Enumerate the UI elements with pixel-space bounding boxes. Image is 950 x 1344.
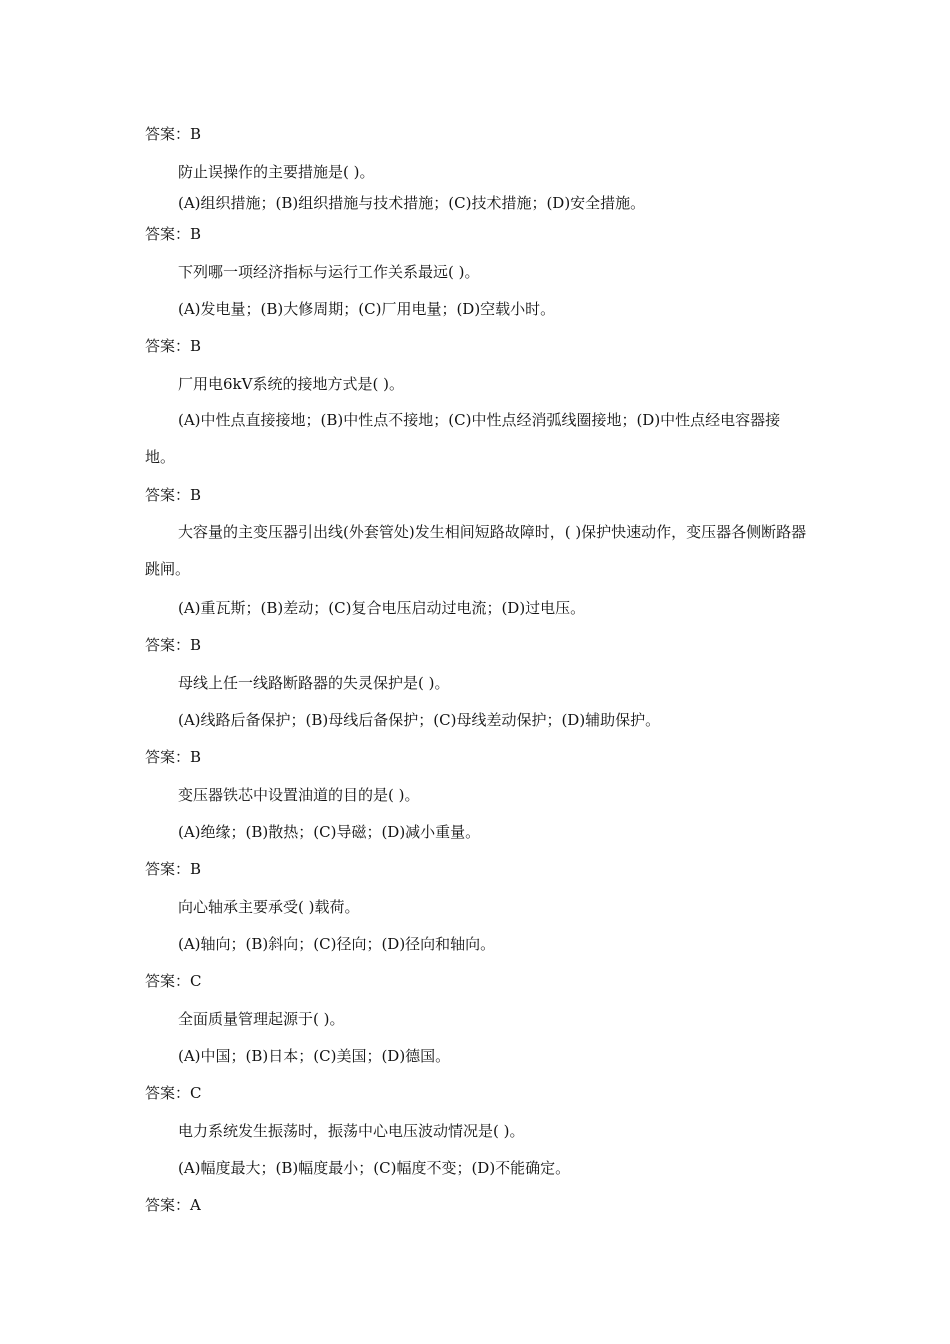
options-line: (A)幅度最大；(B)幅度最小；(C)幅度不变；(D)不能确定。 (178, 1159, 571, 1177)
answer-line: 答案：A (145, 1196, 201, 1214)
question-line: 母线上任一线路断路器的失灵保护是( )。 (178, 674, 450, 692)
question-line: 厂用电6kV系统的接地方式是( )。 (178, 375, 404, 393)
question-line: 下列哪一项经济指标与运行工作关系最远( )。 (178, 263, 480, 281)
question-line: 全面质量管理起源于( )。 (178, 1010, 345, 1028)
question-line: 向心轴承主要承受( )载荷。 (178, 898, 360, 916)
answer-line: 答案：B (145, 486, 202, 504)
question-line: 防止误操作的主要措施是( )。 (178, 163, 375, 181)
options-line: (A)发电量；(B)大修周期；(C)厂用电量；(D)空载小时。 (178, 300, 556, 318)
options-line: (A)绝缘；(B)散热；(C)导磁；(D)减小重量。 (178, 823, 481, 841)
answer-line: 答案：B (145, 125, 202, 143)
options-line: (A)轴向；(B)斜向；(C)径向；(D)径向和轴向。 (178, 935, 496, 953)
question-line: 电力系统发生振荡时，振荡中心电压波动情况是( )。 (178, 1122, 525, 1140)
answer-line: 答案：B (145, 748, 202, 766)
answer-line: 答案：B (145, 860, 202, 878)
answer-line: 答案：B (145, 225, 202, 243)
options-line: (A)中国；(B)日本；(C)美国；(D)德国。 (178, 1047, 451, 1065)
options-line: (A)线路后备保护；(B)母线后备保护；(C)母线差动保护；(D)辅助保护。 (178, 711, 661, 729)
answer-line: 答案：B (145, 337, 202, 355)
question-line: 大容量的主变压器引出线(外套管处)发生相间短路故障时，( )保护快速动作，变压器各侧断路器跳闸。 (145, 523, 807, 578)
answer-line: 答案：C (145, 972, 202, 990)
answer-line: 答案：B (145, 636, 202, 654)
question-line: 变压器铁芯中设置油道的目的是( )。 (178, 786, 420, 804)
options-line: (A)组织措施；(B)组织措施与技术措施；(C)技术措施；(D)安全措施。 (178, 194, 646, 212)
options-line: (A)中性点直接接地；(B)中性点不接地；(C)中性点经消弧线圈接地；(D)中性点经电容器接地。 (145, 411, 781, 466)
answer-line: 答案：C (145, 1084, 202, 1102)
options-line: (A)重瓦斯；(B)差动；(C)复合电压启动过电流；(D)过电压。 (178, 599, 586, 617)
